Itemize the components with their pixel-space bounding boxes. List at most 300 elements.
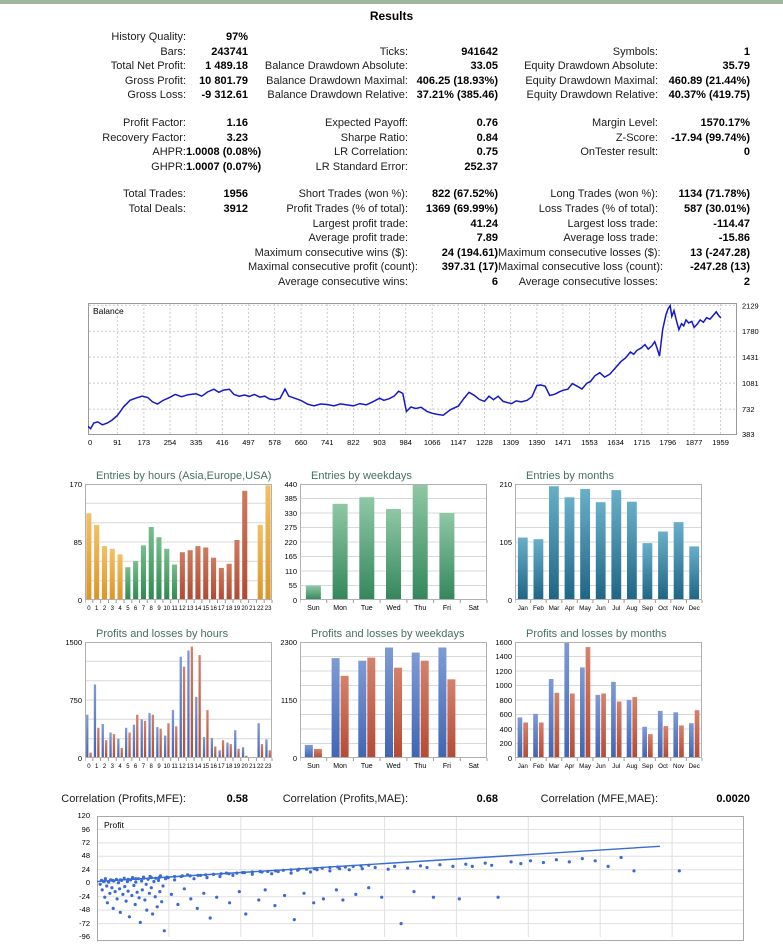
stat-value: 33.05 (470, 60, 498, 73)
bar (206, 710, 208, 758)
svg-text:16: 16 (210, 763, 217, 770)
svg-text:10: 10 (163, 605, 171, 612)
svg-text:Aug: Aug (626, 762, 638, 770)
svg-text:Oct: Oct (658, 762, 668, 770)
bar (269, 750, 271, 758)
pl_months-plot (515, 642, 715, 773)
stat-label (36, 217, 186, 232)
svg-text:Sat: Sat (468, 762, 479, 770)
stats-row (36, 160, 783, 175)
svg-text:Oct: Oct (658, 604, 668, 612)
y-tick-label: 0 (77, 753, 82, 763)
bar (149, 527, 154, 600)
y-tick-label: 170 (69, 479, 82, 489)
bar (195, 546, 200, 600)
y-tick-label: 85 (73, 537, 82, 547)
stat-label: Balance Drawdown Maximal: (266, 74, 408, 87)
bar (367, 657, 375, 757)
chart-title: Profits and losses by months (526, 627, 667, 640)
svg-text:9: 9 (157, 605, 161, 612)
svg-text:Fri: Fri (442, 604, 451, 612)
y-tick-label: 96 (81, 824, 90, 834)
stat-value: 3.23 (226, 131, 248, 144)
svg-text:984: 984 (399, 437, 412, 447)
bar (580, 667, 585, 758)
bar (105, 740, 107, 758)
svg-text:Nov: Nov (672, 604, 685, 612)
svg-text:Dec: Dec (688, 604, 700, 612)
svg-text:1309: 1309 (502, 437, 520, 447)
bar (86, 513, 91, 600)
svg-text:14: 14 (194, 605, 202, 612)
stat-label: Gross Profit: (124, 74, 186, 87)
chart-title: Entries by weekdays (311, 469, 412, 482)
y-axis (280, 637, 300, 778)
svg-text:Jan: Jan (517, 762, 528, 770)
bar (125, 727, 127, 757)
stat-value (658, 30, 750, 45)
svg-text:8: 8 (149, 763, 153, 770)
bar (121, 747, 123, 757)
bar (195, 696, 197, 757)
svg-text:Tue: Tue (360, 604, 373, 612)
stats-row (36, 145, 783, 160)
stat-value: -114.47 (713, 217, 750, 230)
bar (523, 722, 528, 758)
entries-by-weekdays-chart (285, 470, 500, 620)
y-tick-label: 200 (499, 739, 512, 748)
svg-text:Jul: Jul (612, 762, 621, 770)
svg-text:21: 21 (249, 605, 256, 612)
stat-label: Maximum consecutive wins ($): (254, 246, 408, 259)
stat-label: Bars: (160, 45, 186, 58)
svg-text:May: May (579, 604, 592, 612)
stats-row (36, 88, 783, 103)
stat-value: 2 (743, 275, 750, 288)
stat-value: 460.89 (21.44%) (668, 74, 750, 87)
stat-label: Profit Factor: (123, 116, 186, 129)
svg-text:7: 7 (141, 763, 146, 770)
stat-value: 0.58 (226, 792, 248, 805)
bar (128, 732, 130, 758)
bar (617, 701, 622, 758)
stat-label: Average consecutive losses: (518, 275, 658, 288)
svg-text:Sat: Sat (468, 604, 479, 612)
stat-label: Equity Drawdown Relative: (526, 89, 658, 102)
stat-value: 1956 (223, 188, 248, 201)
svg-text:Nov: Nov (672, 762, 685, 770)
svg-text:15: 15 (202, 605, 210, 612)
stat-value: 0 (743, 146, 750, 159)
correlations-row (36, 792, 783, 807)
svg-text:Sep: Sep (641, 762, 654, 770)
bar (359, 497, 374, 600)
stat-label (36, 246, 186, 261)
stat-label: Average loss trade: (563, 232, 658, 245)
svg-text:21: 21 (249, 763, 256, 770)
stats-block (36, 30, 783, 103)
balance-chart (88, 303, 783, 454)
bar (533, 713, 538, 757)
stat-value (408, 30, 498, 45)
y-tick-label: 1600 (495, 637, 512, 647)
svg-text:22: 22 (256, 763, 264, 770)
bar (385, 647, 393, 758)
bar (261, 744, 263, 758)
y-axis (65, 637, 85, 778)
bar (555, 692, 560, 757)
bar (188, 550, 193, 600)
bar (447, 679, 455, 758)
svg-text:335: 335 (189, 437, 203, 447)
stats-row (36, 217, 783, 232)
stats-row (36, 231, 783, 246)
bar (314, 748, 322, 757)
bar (148, 713, 150, 758)
stats-row (36, 131, 783, 146)
svg-text:903: 903 (373, 437, 386, 447)
stat-label: Sharpe Ratio: (340, 131, 408, 144)
stat-value (658, 160, 750, 175)
bar (596, 502, 606, 600)
bar (172, 564, 177, 600)
svg-text:May: May (579, 762, 592, 770)
svg-text:10: 10 (163, 763, 171, 770)
bar (586, 647, 591, 758)
bar (386, 509, 401, 600)
stats-table (36, 30, 783, 290)
svg-text:1796: 1796 (659, 437, 677, 447)
bar (333, 503, 348, 599)
bar (642, 726, 647, 757)
bar (180, 656, 182, 757)
entries_weekdays-plot (300, 484, 500, 615)
y-tick-label: 165 (284, 552, 297, 561)
stat-value: 37.21% (385.46) (416, 89, 498, 102)
stat-label: Correlation (Profits,MAE): (282, 792, 408, 805)
bar (219, 567, 224, 599)
svg-text:Wed: Wed (386, 762, 401, 770)
stat-value: 1.16 (226, 116, 248, 129)
bar (695, 710, 700, 758)
stat-label: Margin Level: (591, 116, 658, 129)
bar (222, 740, 224, 758)
stat-value (186, 217, 248, 232)
y-tick-label: 0 (507, 595, 512, 605)
stat-label (36, 231, 186, 246)
svg-text:3: 3 (110, 763, 114, 770)
svg-text:7: 7 (141, 605, 146, 612)
stats-row (36, 202, 783, 217)
svg-text:Apr: Apr (564, 604, 575, 612)
bar (219, 750, 221, 758)
bar (258, 524, 263, 599)
svg-text:0: 0 (87, 605, 91, 612)
stat-label (248, 30, 408, 45)
stat-label: Maximal consecutive profit (count): (248, 261, 418, 274)
stats-row (36, 792, 783, 807)
bar (242, 490, 247, 599)
stat-value: 1369 (69.99%) (425, 202, 498, 215)
profits-losses-by-hours-chart (65, 627, 285, 778)
bar (167, 723, 169, 758)
svg-text:17: 17 (218, 763, 225, 770)
bar (412, 652, 420, 757)
stat-label: Z-Score: (615, 131, 658, 144)
bar (117, 738, 119, 757)
y-tick-label: 1200 (495, 666, 512, 676)
bar (164, 735, 166, 757)
profits-losses-by-weekdays-chart (280, 627, 500, 778)
entries-charts-row (70, 470, 783, 620)
profit_scatter-plot (97, 816, 749, 941)
bar (180, 552, 185, 600)
bar (266, 485, 271, 600)
bar (627, 501, 637, 599)
page-title: Results (369, 9, 414, 23)
stats-block (36, 187, 783, 289)
svg-text:20: 20 (241, 605, 249, 612)
svg-text:Apr: Apr (564, 762, 575, 770)
svg-text:Feb: Feb (532, 604, 544, 612)
svg-text:11: 11 (171, 605, 178, 612)
bar (627, 700, 632, 758)
y-tick-label: 0 (507, 753, 512, 763)
svg-text:Feb: Feb (532, 762, 544, 770)
bar (242, 747, 244, 758)
bar (674, 522, 684, 600)
stat-value: 10 801.79 (199, 74, 248, 87)
stat-value: 0.0020 (716, 792, 750, 805)
bar (648, 734, 653, 758)
stat-label: Gross Loss: (127, 89, 186, 102)
stats-row (36, 275, 783, 290)
stat-label: Expected Payoff: (325, 116, 408, 129)
stats-block (36, 116, 783, 174)
svg-text:3: 3 (110, 605, 114, 612)
chart-title: Profits and losses by weekdays (311, 627, 465, 640)
bar (689, 546, 699, 600)
svg-text:Mon: Mon (333, 604, 347, 612)
y-tick-label: 440 (284, 479, 297, 489)
svg-text:6: 6 (133, 605, 138, 612)
svg-text:1715: 1715 (633, 437, 651, 447)
stat-value: 13 (-247.28) (690, 246, 750, 259)
profits-losses-by-months-chart (495, 627, 715, 778)
stat-value: 0.75 (476, 146, 498, 159)
stat-label: Maximum consecutive losses ($): (498, 246, 661, 259)
bar (199, 655, 201, 758)
y-axis (69, 479, 85, 620)
svg-text:2129: 2129 (742, 302, 759, 310)
stat-value: 3912 (223, 202, 248, 215)
bar (549, 679, 554, 758)
stat-label: Short Trades (won %): (298, 188, 408, 201)
stat-label: Long Trades (won %): (550, 188, 658, 201)
svg-text:Mon: Mon (333, 762, 347, 770)
y-tick-label: 210 (499, 479, 512, 489)
svg-text:19: 19 (233, 763, 241, 770)
stat-label (36, 260, 186, 275)
bar (97, 727, 99, 757)
stat-label: Largest profit trade: (312, 217, 408, 230)
stats-row (36, 187, 783, 202)
stat-label: Equity Drawdown Absolute: (524, 60, 658, 73)
stat-value: 6 (491, 275, 498, 288)
svg-text:660: 660 (294, 437, 308, 447)
bar (632, 697, 637, 758)
y-tick-label: 400 (499, 724, 512, 734)
stat-value: 1134 (71.78%) (678, 188, 750, 201)
svg-text:1634: 1634 (607, 437, 624, 447)
stat-value: 252.37 (464, 160, 498, 173)
stat-value: -15.86 (718, 232, 750, 245)
stats-row (36, 116, 783, 131)
stats-row (36, 74, 783, 89)
bar (258, 723, 260, 758)
bar (156, 727, 158, 758)
stat-value: 822 (67.52%) (431, 188, 498, 201)
stat-value (186, 275, 248, 290)
svg-text:Jun: Jun (595, 604, 606, 612)
stat-label: Average profit trade: (308, 232, 408, 245)
scatter-points (99, 856, 681, 933)
stat-label: Correlation (Profits,MFE): (61, 792, 186, 805)
svg-text:2: 2 (102, 605, 107, 612)
entries-by-hours-chart (70, 470, 285, 620)
y-axis (60, 811, 97, 946)
svg-text:Fri: Fri (442, 762, 451, 770)
bar (564, 642, 569, 758)
svg-text:1390: 1390 (528, 437, 546, 447)
stat-label: History Quality: (111, 31, 186, 43)
y-tick-label: -24 (79, 891, 90, 901)
y-tick-label: 1500 (65, 637, 82, 647)
bar (141, 545, 146, 600)
bar (332, 658, 340, 758)
y-tick-label: 0 (77, 595, 82, 605)
svg-text:Jun: Jun (595, 762, 606, 770)
pl_weekdays-plot (300, 642, 500, 773)
bar (565, 497, 575, 600)
stat-label: LR Standard Error: (315, 160, 408, 173)
svg-text:2: 2 (102, 763, 107, 770)
bar (306, 585, 321, 600)
bar (183, 666, 185, 757)
pl-charts-row (65, 627, 783, 778)
svg-text:Mar: Mar (548, 604, 560, 612)
bar (211, 557, 216, 599)
stat-value: 587 (30.01%) (683, 202, 750, 215)
svg-text:1081: 1081 (742, 378, 759, 388)
bar (439, 513, 454, 600)
stat-value: 0.84 (476, 131, 498, 144)
stat-label (36, 275, 186, 290)
stats-row (36, 45, 783, 60)
stat-value: 40.37% (419.75) (668, 89, 750, 102)
svg-text:23: 23 (264, 763, 272, 770)
pl_hours-plot (85, 642, 285, 773)
stat-value: 35.79 (722, 60, 750, 73)
svg-text:13: 13 (186, 605, 194, 612)
y-tick-label: 72 (81, 837, 90, 847)
svg-text:Jan: Jan (517, 604, 528, 612)
bar (187, 650, 189, 758)
bar (601, 693, 606, 758)
stat-label: Total Deals: (128, 202, 186, 215)
svg-text:22: 22 (256, 605, 264, 612)
stat-value (186, 246, 248, 261)
svg-text:14: 14 (194, 763, 202, 770)
stats-row (36, 246, 783, 261)
svg-text:5: 5 (126, 605, 130, 612)
svg-text:Mar: Mar (548, 762, 560, 770)
bar (110, 548, 115, 599)
svg-text:1959: 1959 (712, 437, 729, 447)
stats-row (36, 260, 783, 275)
stat-label: Equity Drawdown Maximal: (525, 74, 658, 87)
bar (611, 681, 616, 757)
stat-label: Total Trades: (123, 188, 186, 201)
bar (689, 723, 694, 758)
bar (658, 710, 663, 757)
bar (643, 543, 653, 600)
bar (125, 567, 130, 600)
chart-title: Profits and losses by hours (96, 627, 229, 640)
stat-value: 1570.17% (700, 116, 750, 129)
stat-value: 24 (194.61) (441, 246, 498, 259)
bar (534, 539, 544, 600)
svg-text:17: 17 (218, 605, 225, 612)
stat-value: 0.68 (476, 792, 498, 805)
bar (518, 537, 528, 599)
balance-plot-mount (88, 303, 783, 454)
bar (164, 548, 169, 599)
stat-label: Balance Drawdown Absolute: (264, 60, 408, 73)
bar (133, 724, 135, 757)
bar (539, 722, 544, 758)
stat-label: Maximal consecutive loss (count): (498, 261, 664, 274)
svg-text:4: 4 (118, 605, 122, 612)
y-tick-label: 2300 (280, 637, 297, 647)
stat-label: Profit Trades (% of total): (286, 202, 408, 215)
svg-text:18: 18 (225, 605, 233, 612)
y-tick-label: 120 (77, 811, 90, 821)
stat-value (186, 260, 248, 275)
bar (421, 660, 429, 757)
bar (102, 724, 104, 758)
stat-value: 1 489.18 (205, 60, 248, 73)
svg-text:1780: 1780 (742, 326, 759, 336)
svg-text:Balance: Balance (93, 305, 124, 316)
svg-text:254: 254 (163, 437, 177, 447)
y-tick-label: 24 (81, 864, 90, 874)
bar (175, 726, 177, 758)
svg-text:9: 9 (157, 763, 161, 770)
bar (664, 726, 669, 758)
bar (160, 728, 162, 757)
svg-text:Jul: Jul (612, 604, 621, 612)
bar (438, 647, 446, 758)
bar (211, 737, 213, 757)
bar (86, 714, 88, 757)
chart-title: Entries by hours (Asia,Europe,USA) (96, 469, 272, 482)
stat-value: 0.76 (476, 116, 498, 129)
stat-value: -9 312.61 (201, 89, 248, 102)
balance-plot (88, 303, 768, 449)
stat-value: 7.89 (476, 232, 498, 245)
svg-text:Sun: Sun (307, 762, 320, 770)
